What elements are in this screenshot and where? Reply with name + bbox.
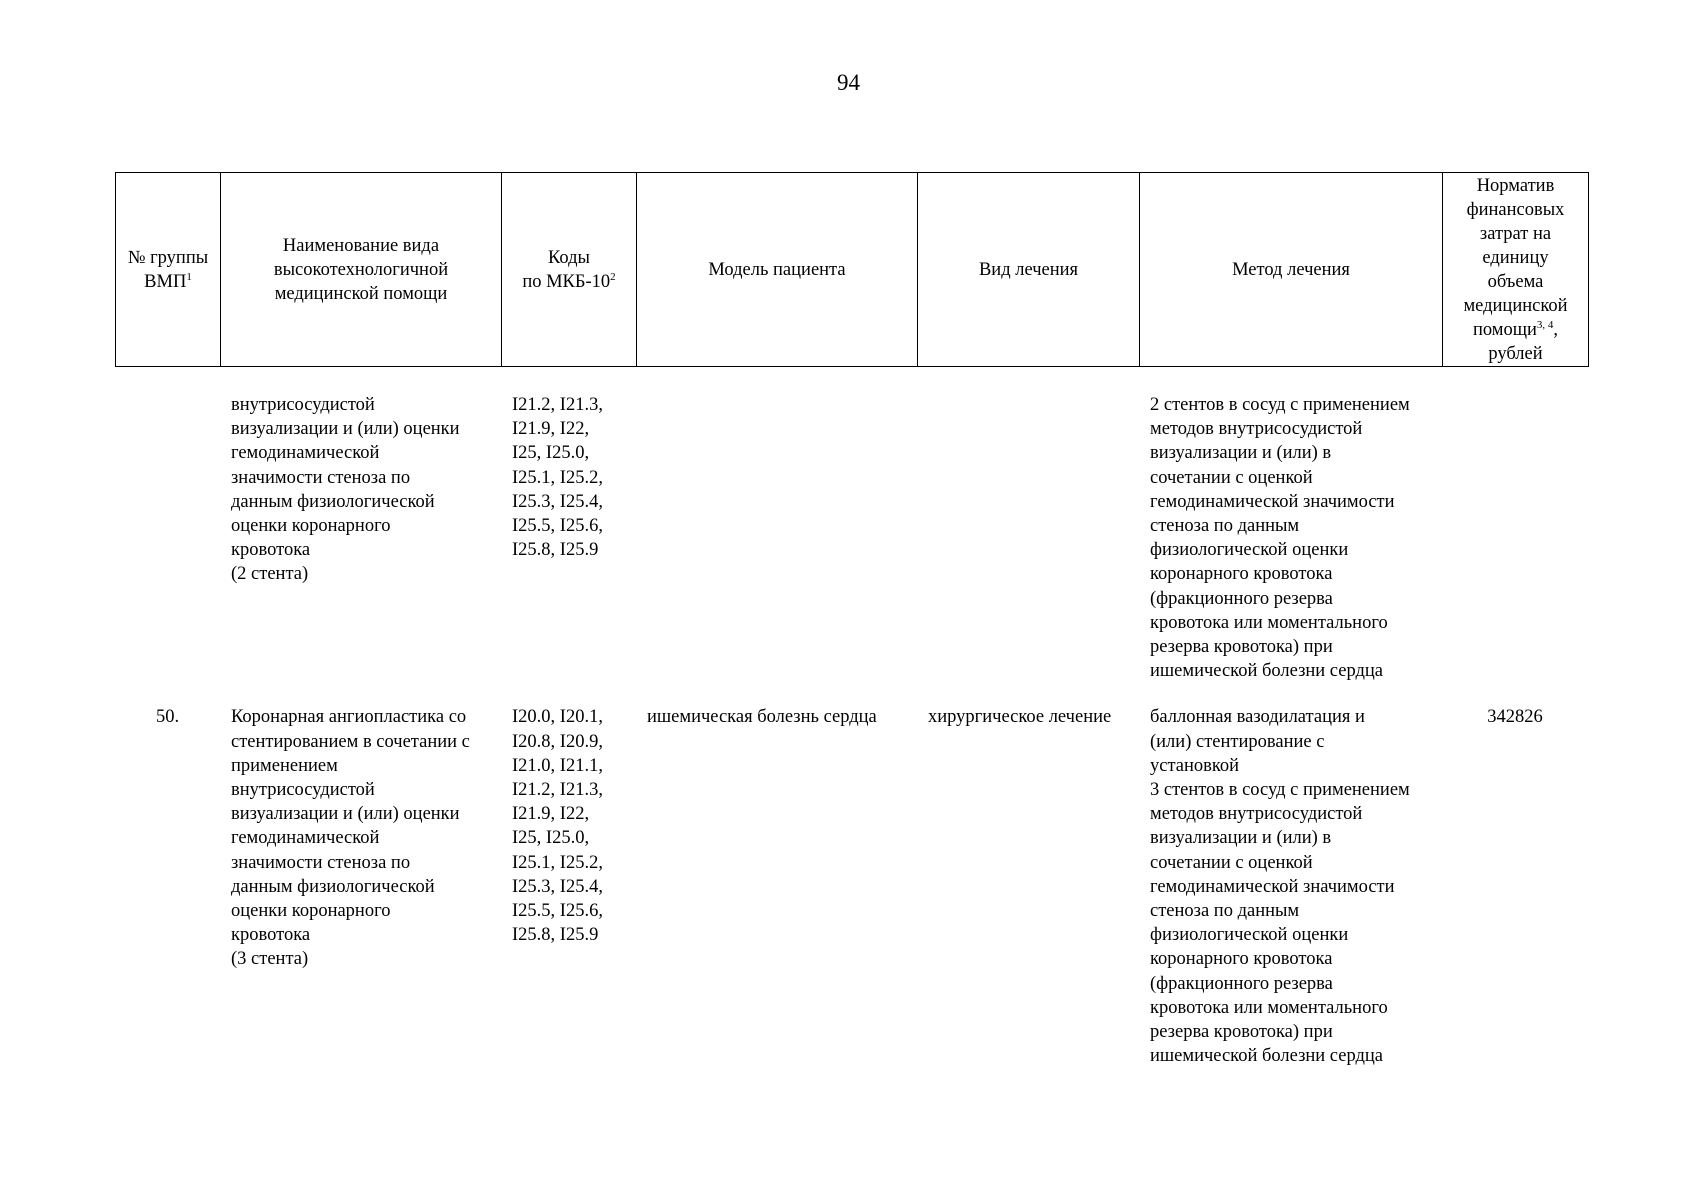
- treatment-method: 2 стентов в сосуд с применением методов внутрисосудистой визуализации и (или) в сочетании с оценкой гемодинамической значимости стеноза по данным физиологической оценки коронарного кровотока (фракционного резерва кровотока или моментального резерва кровотока) при ишемической болезни сердца: [1150, 395, 1410, 682]
- cost-standard: [1442, 393, 1588, 705]
- page-number: 94: [837, 70, 860, 95]
- header-codes: Коды по МКБ-$10^2$: [502, 173, 637, 367]
- icd-codes: I21.2, I21.3, I21.9, I22, I25, I25.0, I25.1, I25.2, I25.3, I25.4, I25.5, I25.6, I25.8, I25.9: [512, 395, 603, 561]
- treatment-type: хирургическое лечение: [928, 707, 1112, 728]
- header-cost: Норматив финансовых затрат на единицу объема медицинской помощи$^{3, 4}$, рублей: [1443, 173, 1589, 367]
- header-name: Наименование вида высокотехнологичной медицинской помощи: [221, 173, 502, 367]
- header-patient-model: Модель пациента: [637, 173, 918, 367]
- care-name: Коронарная ангиопластика со стентированием в сочетании с применением внутрисосудистой визуализации и (или) оценки гемодинамической значимости стеноза по данным физиологической оценки коронарного кровотока (3 стента): [231, 707, 470, 970]
- icd-codes: I20.0, I20.1, I20.8, I20.9, I21.0, I21.1, I21.2, I21.3, I21.9, I22, I25, I25.0, I25.1, I25.2, I25.3, I25.4, I25.5, I25.6, I25.8, I25.9: [512, 707, 603, 946]
- care-name: внутрисосудистой визуализации и (или) оценки гемодинамической значимости стеноза по данным физиологической оценки коронарного кровотока (2 стента): [231, 395, 460, 585]
- treatment-type: [917, 393, 1139, 705]
- patient-model: ишемическая болезнь сердца: [647, 707, 877, 728]
- cost-standard: 342826: [1487, 707, 1543, 728]
- patient-model: [636, 393, 917, 705]
- treatment-method: баллонная вазодилатация и (или) стентирование с установкой 3 стентов в сосуд с применением методов внутрисосудистой визуализации и (или) в сочетании с оценкой гемодинамической значимости стеноза по данным физиологической оценки коронарного кровотока (фракционного резерва кровотока или моментального резерва кровотока) при ишемической болезни сердца: [1150, 707, 1410, 1067]
- group-number: 50.: [155, 707, 180, 728]
- table-row: [115, 705, 1588, 1068]
- group-number: [115, 393, 220, 705]
- table-body: [115, 393, 1588, 1068]
- header-group-no: № группы ВМП$^1$: [116, 173, 221, 367]
- table-row: [115, 393, 1588, 705]
- header-treatment-method: Метод лечения: [1140, 173, 1443, 367]
- header-treatment-type: Вид лечения: [918, 173, 1140, 367]
- table-header: [115, 172, 1589, 367]
